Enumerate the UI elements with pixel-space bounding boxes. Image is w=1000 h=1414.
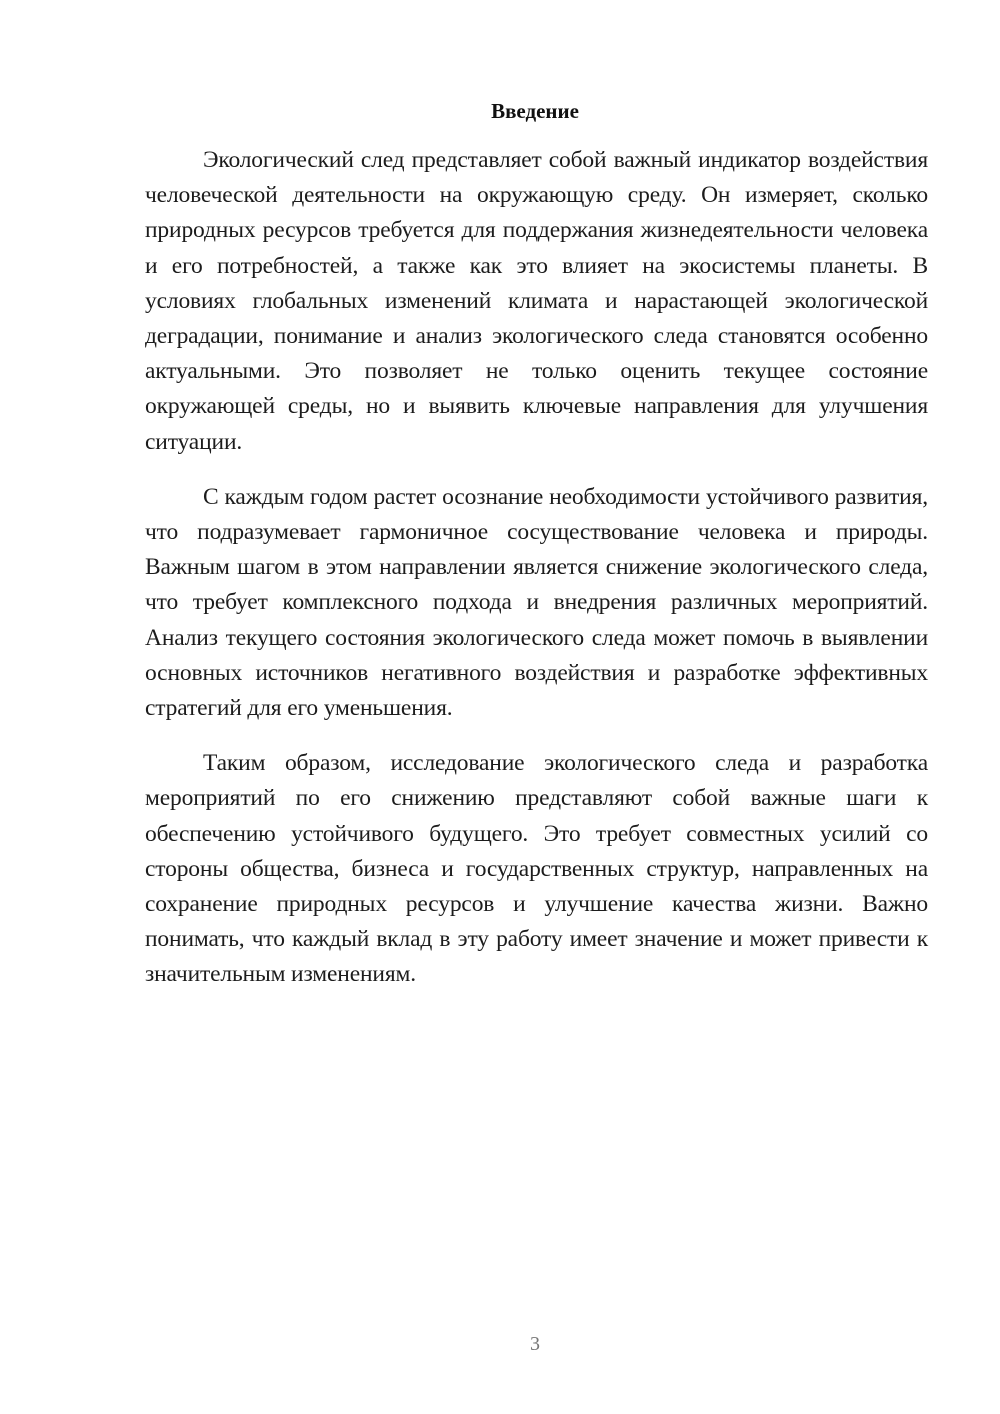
paragraph-2: С каждым годом растет осознание необходимости устойчивого развития, что подразумевает гармоничное сосуществование человека и природы. Важным шагом в этом направлении является снижение экологического следа, что требует комплексного подхода и внедрения различных мероприятий. Анализ текущего состояния экологического следа может помочь в выявлении основных источников негативного воздействия и разработке эффективных стратегий для его уменьшения.: [145, 483, 928, 722]
paragraph-3: Таким образом, исследование экологического следа и разработка мероприятий по его снижению представляют собой важные шаги к обеспечению устойчивого будущего. Это требует совместных усилий со стороны общества, бизнеса и государственных структур, направленных на сохранение природных ресурсов и улучшение качества жизни. Важно понимать, что каждый вклад в эту работу имеет значение и может привести к значительным изменениям.: [145, 750, 928, 988]
section-heading: Введение: [491, 99, 579, 123]
page-number: 3: [530, 1333, 540, 1355]
body-text: [145, 143, 928, 1013]
paragraph-1: Экологический след представляет собой важный индикатор воздействия человеческой деятельности на окружающую среду. Он измеряет, сколько природных ресурсов требуется для поддержания жизнедеятельности человека и его потребностей, а также как это влияет на экосистемы планеты. В условиях глобальных изменений климата и нарастающей экологической деградации, понимание и анализ экологического следа становятся особенно актуальными. Это позволяет не только оценить текущее состояние окружающей среды, но и выявить ключевые направления для улучшения ситуации.: [145, 147, 928, 455]
